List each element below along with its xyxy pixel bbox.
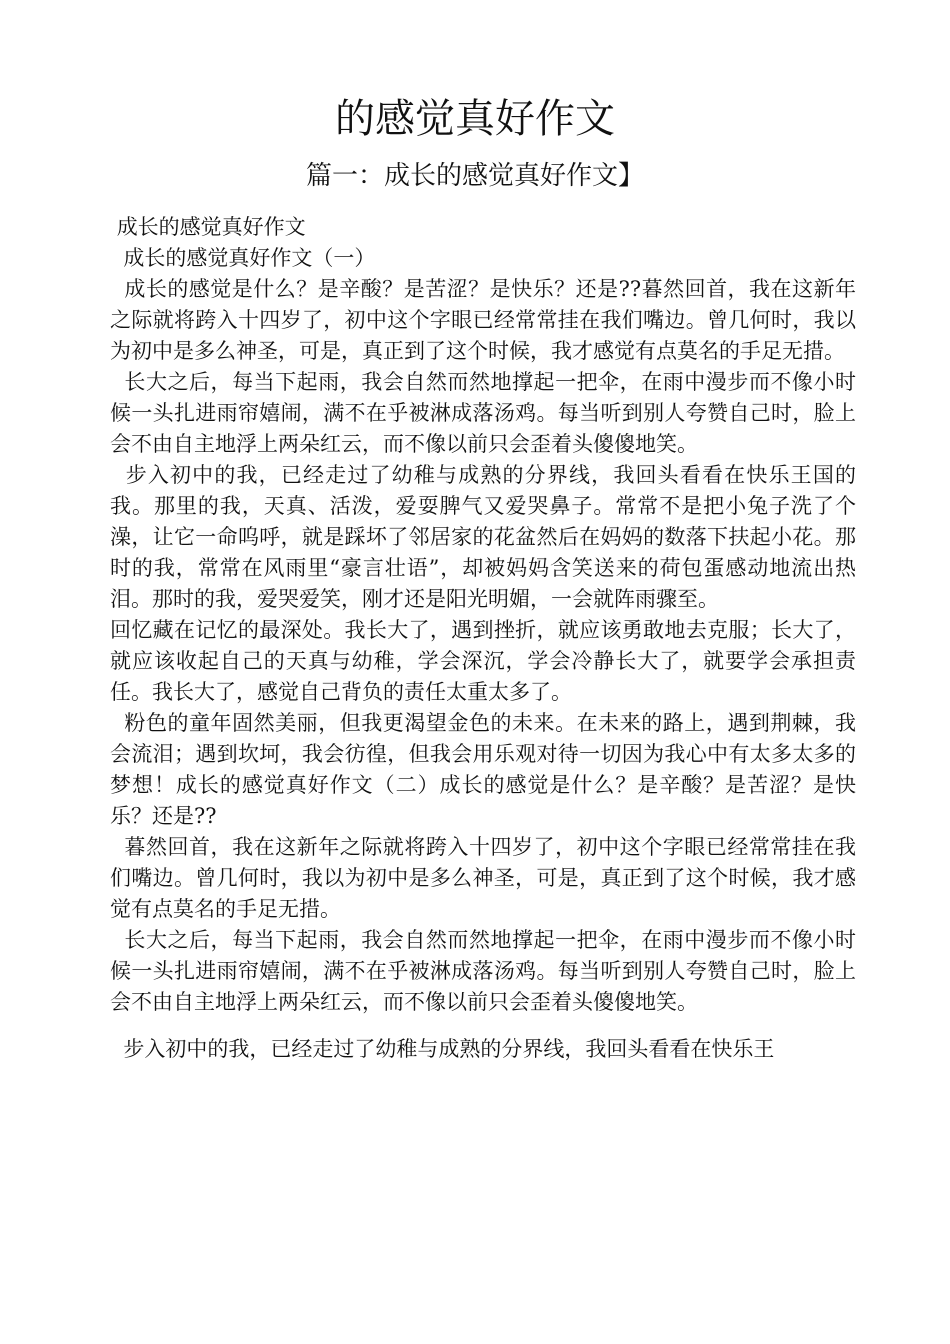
page-title: 的感觉真好作文 [335,96,615,142]
paragraph: 暮然回首，我在这新年之际就将跨入十四岁了，初中这个字眼已经常常挂在我们嘴边。曾几何时，我以为初中是多么神圣，可是，真正到了这个时候，我才感觉有点莫名的手足无措。 [110,835,856,921]
paragraph: 步入初中的我，已经走过了幼稚与成熟的分界线，我回头看看在快乐王 [110,1037,775,1061]
paragraph-section-title: 成长的感觉真好作文（一） [110,246,376,270]
paragraph: 粉色的童年固然美丽，但我更渴望金色的未来。在未来的路上，遇到荆棘，我会流泪；遇到坎坷，我会彷徨，但我会用乐观对待一切因为我心中有太多太多的梦想！成长的感觉真好作文（二）成长的感觉是什么？是辛酸？是苦涩？是快乐？还是?? [110,711,856,828]
paragraph-spacer [110,1018,856,1034]
article-body [110,212,856,1065]
paragraph: 回忆藏在记忆的最深处。我长大了，遇到挫折，就应该勇敢地去克服；长大了，就应该收起自己的天真与幼稚，学会深沉，学会冷静长大了，就要学会承担责任。我长大了，感觉自己背负的责任太重太多了。 [110,618,856,704]
paragraph-intro-title: 成长的感觉真好作文 [110,215,306,239]
page-subtitle: 篇一：成长的感觉真好作文】 [305,161,644,191]
paragraph: 步入初中的我，已经走过了幼稚与成熟的分界线，我回头看看在快乐王国的我。那里的我，天真、活泼，爱耍脾气又爱哭鼻子。常常不是把小兔子洗了个澡，让它一命呜呼，就是踩坏了邻居家的花盆然后在妈妈的数落下扶起小花。那时的我，常常在风雨里“豪言壮语”，却被妈妈含笑送来的荷包蛋感动地流出热泪。那时的我，爱哭爱笑，刚才还是阳光明媚，一会就阵雨骤至。 [110,463,856,611]
paragraph: 长大之后，每当下起雨，我会自然而然地撑起一把伞，在雨中漫步而不像小时候一头扎进雨帘嬉闹，满不在乎被淋成落汤鸡。每当听到别人夸赞自己时，脸上会不由自主地浮上两朵红云，而不像以前只会歪着头傻傻地笑。 [110,370,856,456]
paragraph: 成长的感觉是什么？是辛酸？是苦涩？是快乐？还是??暮然回首，我在这新年之际就将跨入十四岁了，初中这个字眼已经常常挂在我们嘴边。曾几何时，我以为初中是多么神圣，可是，真正到了这个时候，我才感觉有点莫名的手足无措。 [110,277,857,363]
paragraph: 长大之后，每当下起雨，我会自然而然地撑起一把伞，在雨中漫步而不像小时候一头扎进雨帘嬉闹，满不在乎被淋成落汤鸡。每当听到别人夸赞自己时，脸上会不由自主地浮上两朵红云，而不像以前只会歪着头傻傻地笑。 [110,928,856,1014]
